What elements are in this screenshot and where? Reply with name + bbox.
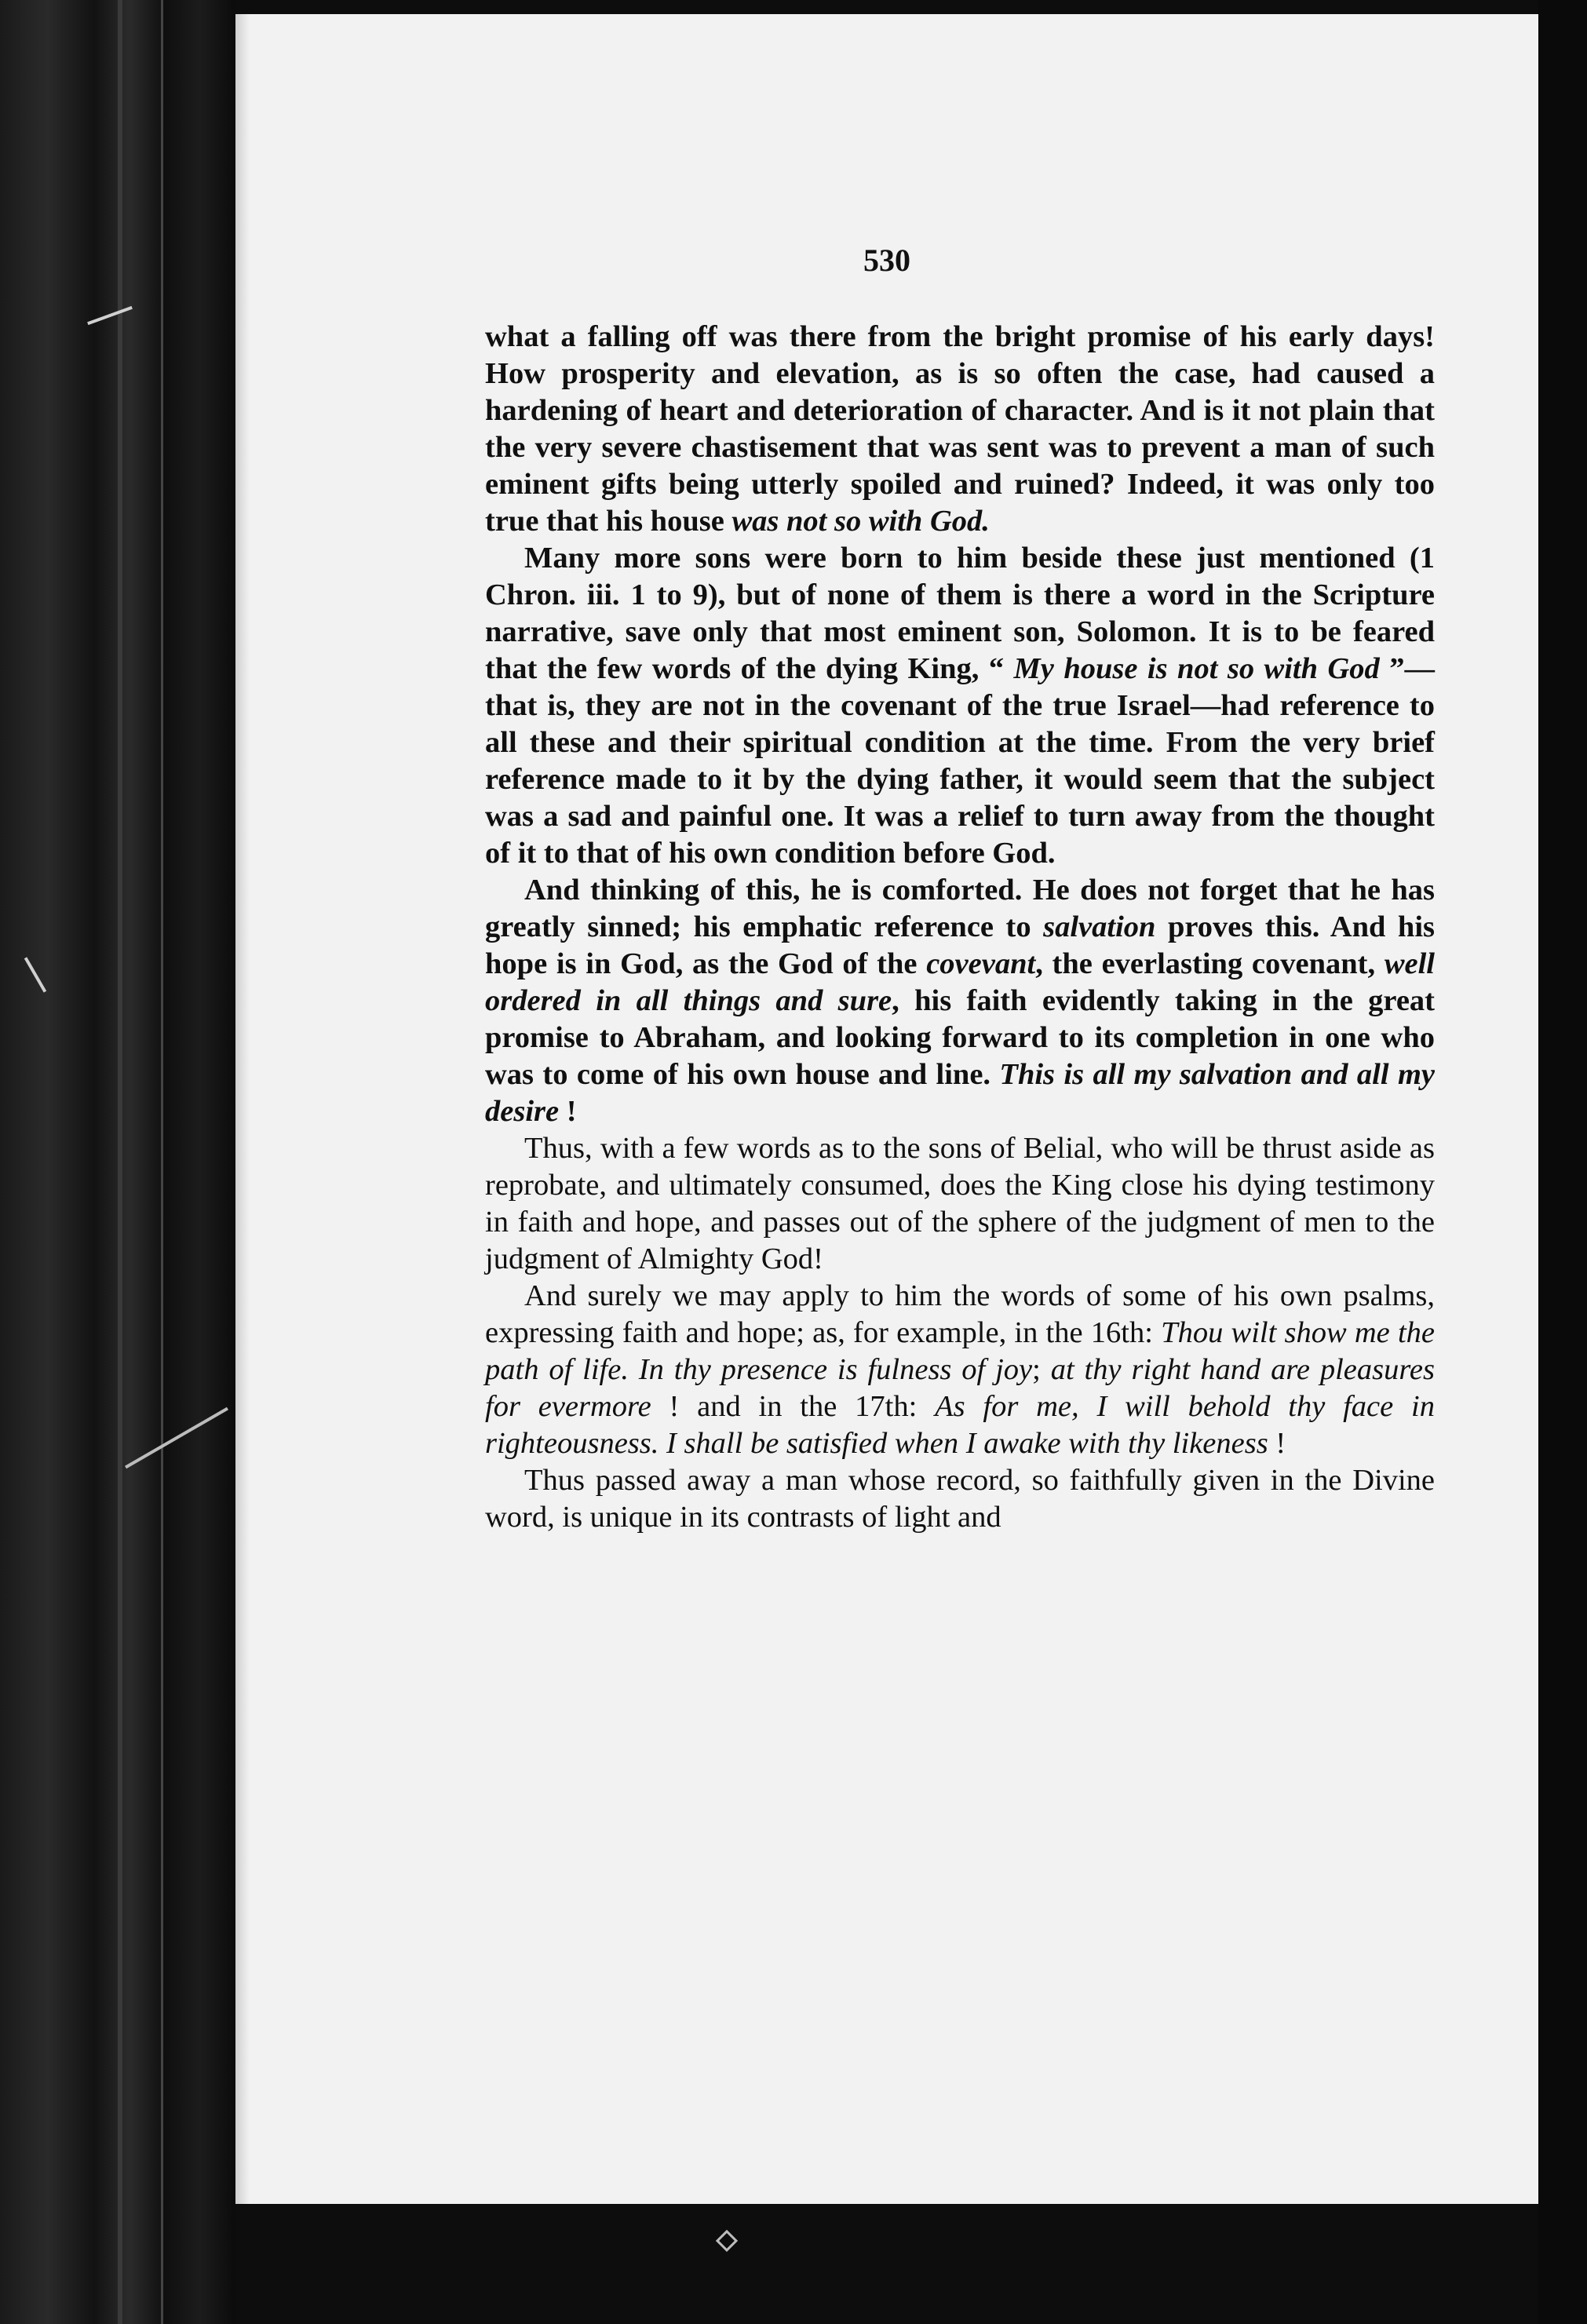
text-segment: ! bbox=[1268, 1427, 1286, 1460]
text-segment: Thus, with a few words as to the sons of Belial, who will be thrust aside as reprobate, and ultimately consumed, does the King close his dying testimony in faith and hope, and passes out of the sphere of the judgment of men to the judgment of Almighty God! bbox=[485, 1132, 1435, 1275]
paragraph-6 bbox=[485, 1462, 1435, 1536]
italic-text-segment: Thou wilt show me the path of life. In thy presence is fulness of joy bbox=[485, 1316, 1436, 1386]
paragraph-2 bbox=[485, 540, 1435, 872]
text-segment: proves this. And his hope is in God, as the God of the bbox=[485, 910, 1435, 980]
scan-streak bbox=[161, 0, 163, 2324]
text-segment: Thus passed away a man whose record, so faithfully given in the Divine word, is unique in its contrasts of light and bbox=[485, 1464, 1435, 1534]
text-segment: Many more sons were born to him beside these just mentioned (1 Chron. iii. 1 to 9), but of none of them is there a word in the Scripture narrative, save only that most eminent son, Solomon. It is to be feared that the few words of the dying King, “ bbox=[485, 542, 1435, 685]
italic-text-segment: well ordered in all things and sure bbox=[485, 947, 1435, 1017]
italic-text-segment: This is all my salvation and all my desire bbox=[485, 1058, 1435, 1128]
italic-text-segment: at thy right hand are pleasures for evermore bbox=[485, 1353, 1435, 1423]
body-text bbox=[485, 319, 1435, 1536]
text-segment: what a falling off was there from the bright promise of his early days! How prosperity and elevation, as is so often the case, had caused a hardening of heart and deterioration of character. And is it not plain that the very severe chastisement that was sent was to prevent a man of such eminent gifts being utterly spoiled and ruined? Indeed, it was only too true that his house bbox=[485, 320, 1435, 538]
text-segment: ! bbox=[559, 1095, 577, 1128]
page-number: 530 bbox=[863, 243, 910, 278]
italic-text-segment: My house is not so with God bbox=[1013, 652, 1380, 685]
text-segment: , his faith evidently taking in the great promise to Abraham, and looking forward to its completion in one who was to come of his own house and line. bbox=[485, 984, 1435, 1091]
text-segment: And thinking of this, he is comforted. He does not forget that he has greatly sinned; his emphatic reference to bbox=[485, 874, 1435, 943]
italic-text-segment: As for me, I will behold thy face in righteousness. I shall be satisfied when I awake with thy likeness bbox=[485, 1390, 1435, 1460]
text-segment: ! and in the 17th: bbox=[651, 1390, 936, 1423]
paragraph-3 bbox=[485, 872, 1435, 1130]
italic-text-segment: salvation bbox=[1043, 910, 1156, 943]
text-segment: And surely we may apply to him the words of some of his own psalms, expressing faith and hope; as, for example, in the 16th: bbox=[485, 1279, 1435, 1349]
paragraph-4 bbox=[485, 1130, 1435, 1278]
text-segment: ”—that is, they are not in the covenant of the true Israel—had reference to all these and their spiritual condition at the time. From the very brief reference made to it by the dying father, it would seem that the subject was a sad and painful one. It was a relief to turn away from the thought of it to that of his own condition before God. bbox=[485, 652, 1435, 870]
scan-artifact-mark bbox=[716, 2230, 738, 2252]
paragraph-5 bbox=[485, 1278, 1435, 1462]
book-page bbox=[235, 14, 1538, 2204]
scan-right-margin bbox=[1538, 0, 1587, 2324]
paragraph-1 bbox=[485, 319, 1435, 540]
text-segment: , the everlasting covenant, bbox=[1035, 947, 1385, 980]
italic-text-segment: covevant bbox=[926, 947, 1036, 980]
text-segment: ; bbox=[1032, 1353, 1051, 1386]
scan-streak bbox=[118, 0, 122, 2324]
italic-text-segment: was not so with God. bbox=[731, 505, 990, 538]
